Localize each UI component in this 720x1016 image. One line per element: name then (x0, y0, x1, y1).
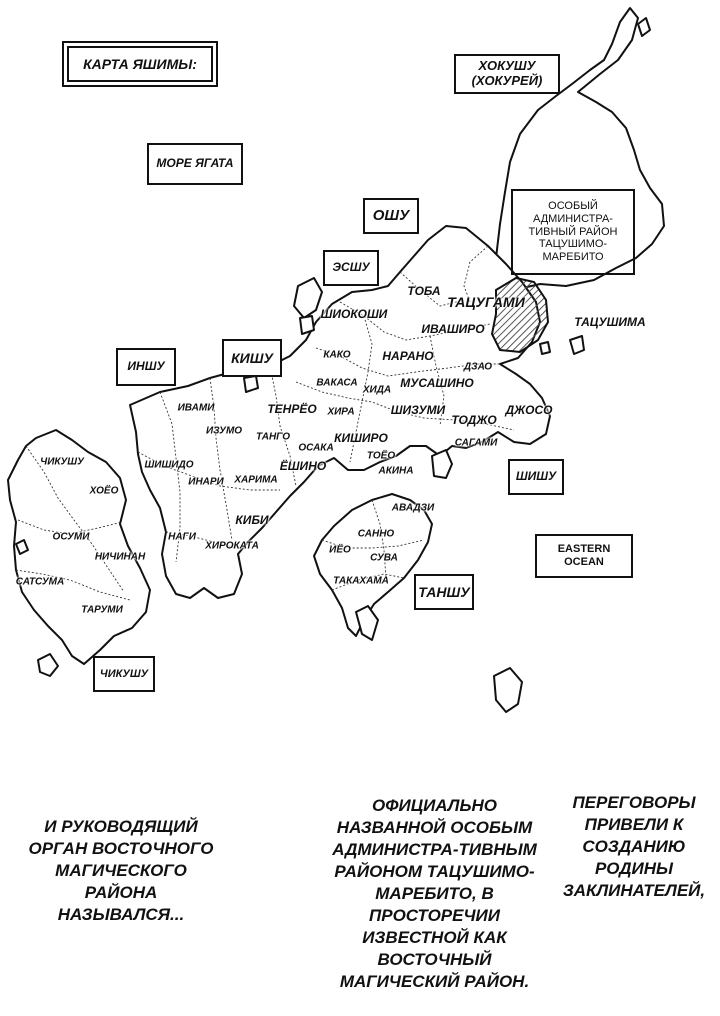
label-kibi: КИБИ (235, 513, 269, 527)
region-box-special-district: ОСОБЫЙ АДМИНИСТРА-ТИВНЫЙ РАЙОН ТАЦУШИМО-МАРЕБИТО (511, 189, 635, 275)
region-box-inshu: ИНШУ (116, 348, 176, 386)
label-musashino: МУСАШИНО (400, 376, 474, 390)
region-box-esshu: ЭСШУ (323, 250, 379, 286)
label-hirokata: ХИРОКАТА (205, 540, 259, 552)
label-tango: ТАНГО (256, 431, 290, 443)
label-inari: ИНАРИ (188, 476, 224, 488)
label-avadzi: АВАДЗИ (391, 502, 435, 514)
label-takahama: ТАКАХАМА (333, 575, 389, 587)
caption-left: И РУКОВОДЯЩИЙ ОРГАН ВОСТОЧНОГО МАГИЧЕСКОГО РАЙОНА НАЗЫВАЛСЯ... (28, 817, 214, 924)
label-iyo: ИЁО (329, 544, 351, 556)
label-chikushu-north: ЧИКУШУ (40, 456, 84, 468)
island-small-3 (244, 376, 258, 392)
label-dzhoso: ДЖОСО (505, 403, 553, 417)
label-ivami: ИВАМИ (177, 402, 215, 414)
label-osumi: ОСУМИ (52, 531, 90, 543)
label-hida: ХИДА (362, 384, 392, 396)
label-kishiro: КИШИРО (334, 431, 388, 445)
label-sanno: САННО (357, 528, 395, 540)
region-box-chikushu-south: ЧИКУШУ (93, 656, 155, 692)
label-tatsushima: ТАЦУШИМА (574, 315, 646, 329)
region-box-shishu: ШИШУ (508, 459, 564, 495)
island-small-11 (638, 18, 650, 36)
label-dzao: ДЗАО (463, 361, 493, 373)
special-district-area (492, 278, 548, 352)
island-small-5 (356, 606, 378, 640)
label-shishido: ШИШИДО (144, 459, 194, 471)
label-osaka: ОСАКА (298, 442, 334, 454)
label-tarumi: ТАРУМИ (81, 604, 123, 616)
island-small-2 (300, 316, 314, 334)
label-vakasa: ВАКАСА (316, 377, 358, 389)
region-box-hokushu: ХОКУШУ (ХОКУРЕЙ) (454, 54, 560, 94)
island-small-4 (432, 450, 452, 478)
label-suva: СУВА (370, 552, 398, 564)
label-nagi: НАГИ (168, 531, 196, 543)
island-small-9 (570, 336, 584, 354)
label-shiokoshi: ШИОКОШИ (320, 307, 388, 321)
map-title: КАРТА ЯШИМЫ: (67, 46, 213, 82)
label-tatsugami: ТАЦУГАМИ (447, 294, 525, 310)
caption-right: ПЕРЕГОВОРЫ ПРИВЕЛИ К СОЗДАНИЮ РОДИНЫ ЗАКЛИНАТЕЛЕЙ, (562, 793, 706, 900)
island-small-10 (540, 342, 550, 354)
label-hira: ХИРА (327, 406, 355, 418)
region-box-kishu: КИШУ (222, 339, 282, 377)
region-box-tanshu: ТАНШУ (414, 574, 474, 610)
label-nichinan: НИЧИНАН (94, 551, 146, 563)
label-harima: ХАРИМА (234, 474, 278, 486)
island-small-7 (38, 654, 58, 676)
island-small-1 (294, 278, 322, 318)
island-small-6 (494, 668, 522, 712)
label-toba: ТОБА (407, 284, 441, 298)
label-yoshino: ЁШИНО (279, 459, 327, 473)
region-box-eastern-ocean: EASTERN OCEAN (535, 534, 633, 578)
label-todzho: ТОДЖО (451, 413, 497, 427)
label-satsuma: САТСУМА (15, 576, 65, 588)
label-hoyo: ХОЁО (89, 485, 119, 497)
region-box-oshu: ОШУ (363, 198, 419, 234)
label-toyo: ТОЁО (366, 450, 396, 462)
label-tenryo: ТЕНРЁО (267, 402, 317, 416)
label-akina: АКИНА (378, 465, 414, 477)
label-sagami: САГАМИ (454, 437, 498, 449)
label-shizumi: ШИЗУМИ (390, 403, 446, 417)
label-iwashiro: ИВАШИРО (421, 322, 485, 336)
region-box-yagata-sea: МОРЕ ЯГАТА (147, 143, 243, 185)
label-narano: НАРАНО (382, 349, 434, 363)
label-kako: КАКО (323, 349, 351, 361)
caption-middle: ОФИЦИАЛЬНО НАЗВАННОЙ ОСОБЫМ АДМИНИСТРА-ТИВНЫМ РАЙОНОМ ТАЦУШИМО-МАРЕБИТО, В ПРОСТОРЕЧИИ ИЗВЕСТНОЙ КАК ВОСТОЧНЫЙ МАГИЧЕСКИЙ РАЙОН. (332, 796, 537, 991)
label-izumo: ИЗУМО (205, 425, 243, 437)
